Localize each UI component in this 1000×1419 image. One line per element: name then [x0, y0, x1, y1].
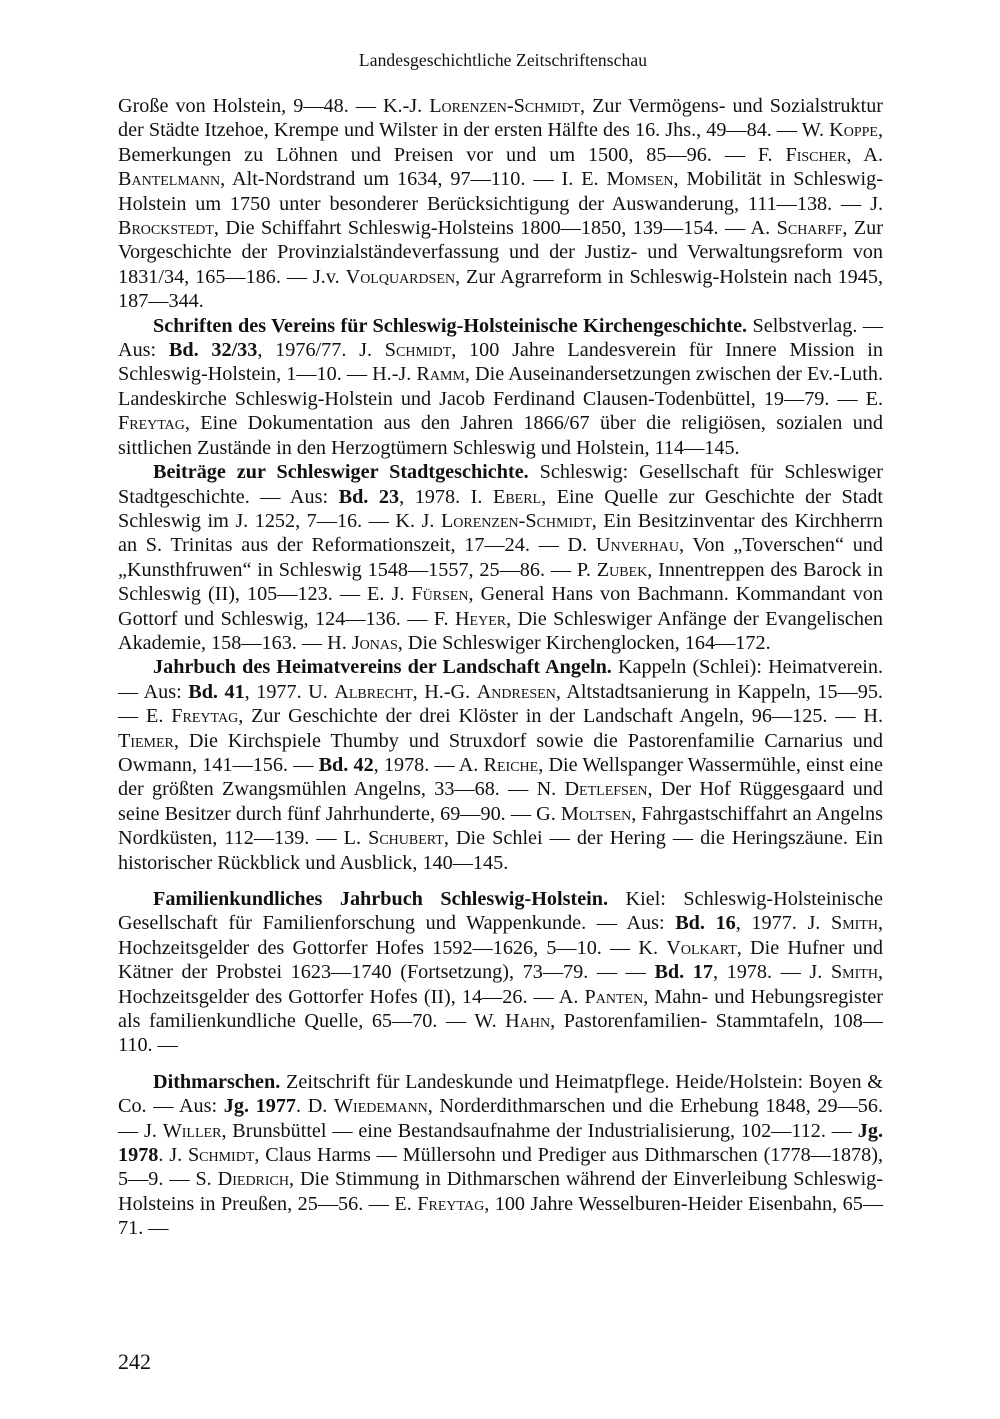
author-name: Albrecht: [334, 680, 413, 703]
bold-term: Bd. 23: [338, 485, 400, 508]
text-run: , Altstadtsanierung in Kappeln, 15—95. — E.: [118, 680, 883, 728]
text-run: Zeitschrift für Landeskunde und Heimatpflege. Heide/Holstein: Boyen & Co. — Aus:: [118, 1070, 883, 1118]
text-run: , Pastorenfamilien- Stammtafeln, 108—110. —: [118, 1010, 883, 1057]
entry-paragraph: [118, 1070, 883, 1241]
bold-term: Beiträge zur Schleswiger Stadtgeschichte.: [153, 461, 529, 484]
author-name: Diedrich: [217, 1168, 290, 1191]
text-run: , Die Schlei — der Hering — die Heringszäune. Ein historischer Rückblick und Ausblick, 140—145.: [118, 827, 883, 874]
author-name: Schubert: [368, 827, 444, 850]
text-run: , Zur Vermögens- und Sozialstruktur der Städte Itzehoe, Krempe und Wilster in der ersten Hälfte des 16. Jhs., 49—84. — W.: [118, 95, 884, 142]
text-run: , Von „Toverschen“ und „Kunsthfruwen“ in Schleswig 1548—1557, 25—86. — P.: [118, 534, 883, 581]
running-title: Landesgeschichtliche Zeitschriftenschau: [358, 50, 648, 70]
author-name: Schmidt: [384, 339, 452, 362]
article-body: [118, 94, 883, 1241]
author-name: Heyer: [454, 607, 507, 630]
text-run: Große von Holstein, 9—48. — K.-J.: [118, 95, 430, 117]
text-run: , Die Hufner und Kätner der Probstei 1623—1740 (Fortsetzung), 73—79. — —: [118, 936, 883, 984]
text-run: , A.: [846, 143, 883, 166]
author-name: Hahn: [505, 1010, 551, 1033]
text-run: , Zur Agrarreform in Schleswig-Holstein nach 1945, 187—344.: [118, 265, 884, 313]
entry-paragraph: [118, 314, 883, 460]
text-run: Schleswig: Gesellschaft für Schleswiger Stadtgeschichte. — Aus:: [118, 461, 883, 508]
author-name: Fischer: [785, 143, 847, 166]
text-run: , Innentreppen des Barock in Schleswig (II), 105—123. — E. J.: [118, 558, 884, 606]
text-run: Kiel: Schleswig-Holsteinische Gesellschaft für Familienforschung und Wappenkunde. — Aus:: [118, 888, 884, 935]
author-name: Smith: [830, 912, 878, 935]
text-run: , Die Schleswiger Kirchenglocken, 164—172.: [397, 631, 771, 654]
text-run: , Die Schleswiger Anfänge der Evangelischen Akademie, 158—163. — H.: [118, 607, 883, 654]
text-run: , 100 Jahre Landesverein für Innere Mission in Schleswig-Holstein, 1—10. — H.-J.: [118, 339, 883, 386]
text-run: , Eine Quelle zur Geschichte der Stadt Schleswig im J. 1252, 7—16. — K. J.: [118, 485, 883, 532]
bold-term: Jg. 1978: [118, 1119, 883, 1167]
text-run: , Norderdithmarschen und die Erhebung 1848, 29—56. — J.: [118, 1095, 883, 1142]
text-run: . J.: [158, 1144, 188, 1167]
author-name: Koppe: [829, 119, 878, 142]
text-run: , Die Schiffahrt Schleswig-Holsteins 1800—1850, 139—154. — A.: [213, 217, 777, 240]
entry-paragraph: [118, 94, 883, 314]
text-run: , Alt-Nordstrand um 1634, 97—110. — I. E.: [220, 168, 607, 191]
author-name: Andresen: [476, 680, 556, 703]
author-name: Reiche: [483, 753, 539, 776]
text-run: , 1977. J.: [735, 912, 831, 935]
bold-term: Jahrbuch des Heimatvereins der Landschaft Angeln.: [153, 656, 612, 679]
author-name: Fürsen: [411, 583, 469, 606]
text-run: , Mobilität in Schleswig-Holstein um 1750 unter besonderer Berücksichtigung der Auswanderung, 111—138. — J.: [118, 168, 883, 215]
entry-paragraph: [118, 460, 883, 655]
text-run: , 100 Jahre Wesselburen-Heider Eisenbahn, 65—71. —: [118, 1192, 884, 1240]
text-run: , Zur Vorgeschichte der Provinzialständeverfassung und der Justiz- und Verwaltungsreform von 1831/34, 165—186. — J.v.: [118, 217, 883, 288]
author-name: Tiemer: [118, 729, 174, 752]
text-run: , Brunsbüttel — eine Bestandsaufnahme der Industrialisierung, 102—112. —: [221, 1119, 858, 1142]
author-name: Lorenzen-Schmidt: [440, 509, 592, 532]
text-run: , Die Wellspanger Wassermühle, einst eine der größten Zwangsmühlen Angelns, 33—68. — N.: [118, 753, 883, 801]
text-run: , 1978. — J.: [712, 961, 831, 984]
text-run: , Hochzeitsgelder des Gottorfer Hofes 1592—1626, 5—10. — K.: [118, 912, 884, 959]
bold-term: Jg. 1977: [223, 1095, 297, 1118]
text-run: , 1976/77. J.: [257, 339, 385, 362]
text-run: , 1977. U.: [244, 680, 335, 703]
text-run: , Zur Geschichte der drei Klöster in der Landschaft Angeln, 96—125. — H.: [238, 705, 883, 728]
text-run: , Bemerkungen zu Löhnen und Preisen vor und um 1500, 85—96. — F.: [118, 119, 883, 166]
bold-term: Familienkundliches Jahrbuch Schleswig-Holstein.: [153, 888, 609, 910]
author-name: Brockstedt: [118, 217, 214, 240]
text-run: , Eine Dokumentation aus den Jahren 1866/67 über die religiösen, sozialen und sittlichen Zustände in den Herzogtümern Schleswig und Holstein, 114—145.: [118, 412, 883, 459]
author-name: Bantelmann: [118, 168, 221, 191]
bold-term: Bd. 32/33: [168, 339, 258, 362]
bold-term: Bd. 17: [654, 961, 713, 984]
text-run: , Claus Harms — Müllersohn und Prediger aus Dithmarschen (1778—1878), 5—9. — S.: [118, 1144, 883, 1191]
text-run: , Fahrgastschiffahrt an Angelns Nordküsten, 112—139. — L.: [118, 802, 883, 850]
author-name: Smith: [830, 961, 878, 984]
author-name: Freytag: [417, 1192, 485, 1215]
bold-term: Bd. 42: [318, 753, 374, 776]
bold-term: Dithmarschen.: [153, 1070, 281, 1093]
author-name: Jonas: [351, 631, 398, 654]
text-run: Kappeln (Schlei): Heimatverein. — Aus:: [118, 656, 883, 703]
text-run: , Die Stimmung in Dithmarschen während der Einverleibung Schleswig-Holsteins in Preußen, 25—56. — E.: [118, 1168, 883, 1215]
author-name: Ramm: [416, 363, 465, 386]
author-name: Freytag: [171, 705, 239, 728]
page-number-text: 242: [118, 1349, 151, 1374]
author-name: Lorenzen-Schmidt: [429, 95, 581, 117]
text-run: , Ein Besitzinventar des Kirchherrn an S. Trinitas aus der Reformationszeit, 17—24. — D.: [118, 509, 883, 557]
author-name: Volquardsen: [345, 265, 456, 288]
author-name: Zubek: [596, 558, 648, 581]
text-run: , Der Hof Rüggesgaard und seine Besitzer durch fünf Jahrhunderte, 69—90. — G.: [118, 778, 883, 825]
text-run: , Die Kirchspiele Thumby und Struxdorf sowie die Pastorenfamilie Carnarius und Owmann, 141—156. —: [118, 729, 883, 776]
text-run: , Mahn- und Hebungsregister als familienkundliche Quelle, 65—70. — W.: [118, 985, 884, 1033]
author-name: Volkart: [666, 936, 737, 959]
text-run: , 1978. I.: [399, 485, 493, 508]
author-name: Scharff: [776, 217, 843, 240]
text-run: , General Hans von Bachmann. Kommandant von Gottorf und Schleswig, 124—136. — F.: [118, 583, 883, 630]
bold-term: Bd. 41: [188, 680, 245, 703]
text-run: . D.: [296, 1095, 334, 1118]
entry-paragraph: [118, 887, 883, 1058]
text-run: , Hochzeitsgelder des Gottorfer Hofes (II), 14—26. — A.: [118, 961, 883, 1008]
running-header: [118, 50, 888, 71]
author-name: Schmidt: [187, 1144, 255, 1167]
author-name: Freytag: [118, 412, 185, 435]
author-name: Unverhau: [595, 534, 679, 557]
author-name: Detlefsen: [564, 778, 648, 801]
bold-term: Bd. 16: [675, 912, 736, 935]
author-name: Momsen: [606, 168, 674, 191]
bold-term: Schriften des Vereins für Schleswig-Holsteinische Kirchengeschichte.: [153, 314, 748, 337]
text-run: Selbstverlag. — Aus:: [118, 314, 883, 362]
text-run: , H.-G.: [412, 680, 477, 703]
page-number: [118, 1349, 151, 1375]
text-run: , 1978. — A.: [373, 753, 484, 776]
text-run: , Die Auseinandersetzungen zwischen der Ev.-Luth. Landeskirche Schleswig-Holstein und Jacob Ferdinand Clausen-Todenbüttel, 19—79. — E.: [118, 363, 883, 410]
author-name: Willer: [162, 1119, 222, 1142]
author-name: Eberl: [492, 485, 542, 508]
author-name: Wiedemann: [333, 1095, 428, 1118]
author-name: Panten: [584, 985, 644, 1008]
author-name: Moltsen: [560, 802, 632, 825]
entry-paragraph: [118, 655, 883, 875]
